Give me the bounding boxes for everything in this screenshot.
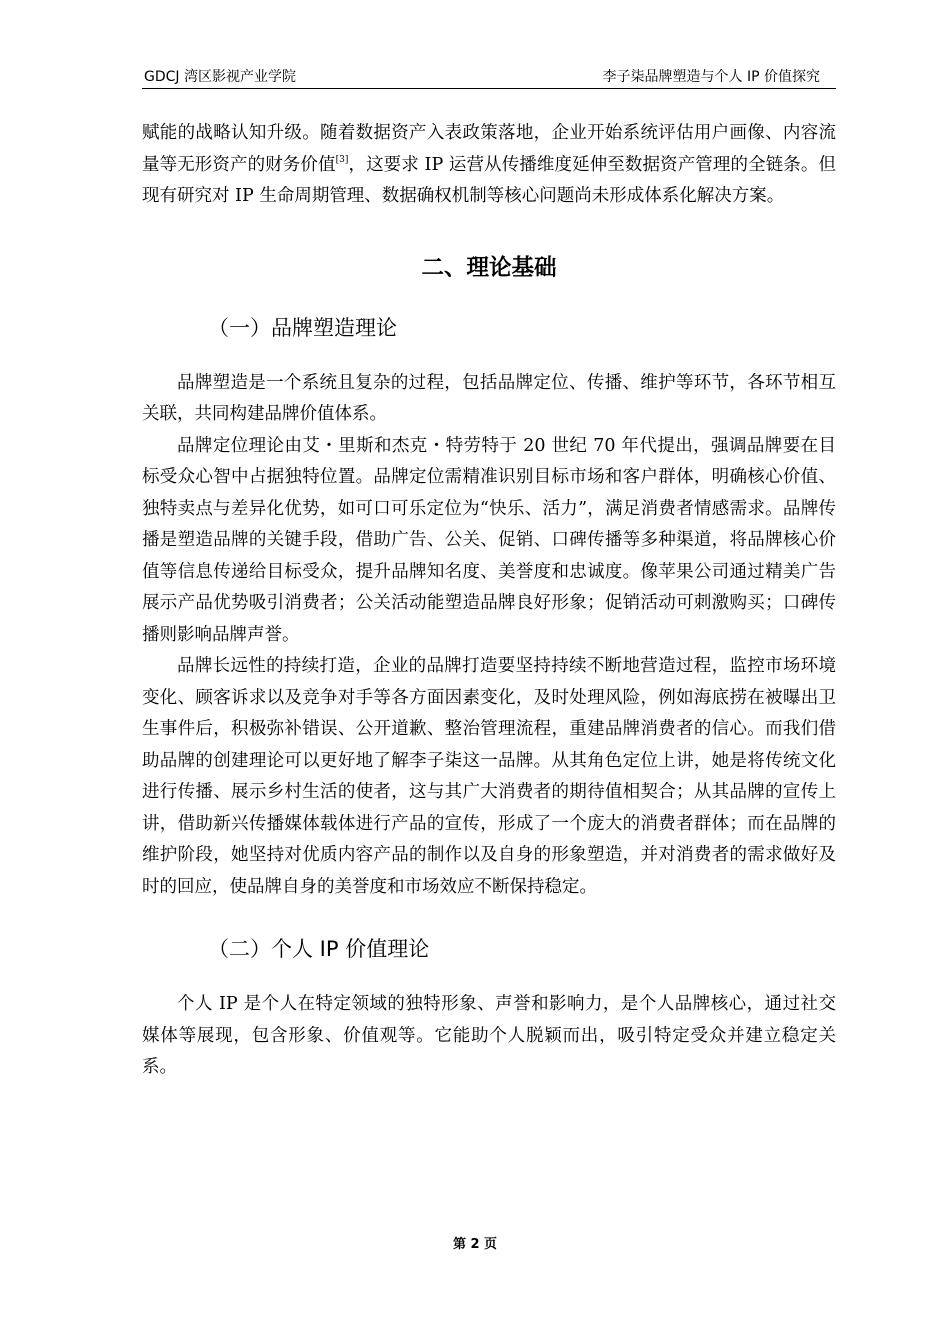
intro-text-1: 赋能的战略认知升级。随着数据资产入表政策落地，企业开始系统评估用户画像、内容流量等无形资产的财务价值 bbox=[142, 123, 836, 175]
citation-marker: [3] bbox=[335, 154, 349, 165]
header-title: 李子柒品牌塑造与个人 IP 价值探究 bbox=[602, 69, 820, 85]
intro-text-2: ，这要求 IP 运营从传播维度延伸至数据资产管理的全链条。但现有研究对 IP 生命周期管理、数据确权机制等核心问题尚未形成体系化解决方案。 bbox=[142, 154, 837, 206]
paragraph: 品牌长远性的持续打造，企业的品牌打造要坚持持续不断地营造过程，监控市场环境变化、顾客诉求以及竞争对手等各方面因素变化，及时处理风险，例如海底捞在被曝出卫生事件后，积极弥补错误、公开道歉、整治管理流程，重建品牌消费者的信心。而我们借助品牌的创建理论可以更好地了解李子柒这一品牌。从其角色定位上讲，她是将传统文化进行传播、展示乡村生活的使者，这与其广大消费者的期待值相契合；从其品牌的宣传上讲，借助新兴传播媒体载体进行产品的宣传，形成了一个庞大的消费者群体；而在品牌的维护阶段，她坚持对优质内容产品的制作以及自身的形象塑造，并对消费者的需求做好及时的回应，使品牌自身的美誉度和市场效应不断保持稳定。 bbox=[142, 656, 836, 897]
header-institution: GDCJ 湾区影视产业学院 bbox=[144, 69, 296, 85]
page-content bbox=[142, 118, 836, 1084]
intro-paragraph bbox=[142, 118, 836, 213]
page-header bbox=[142, 66, 836, 89]
paragraph: 品牌塑造是一个系统且复杂的过程，包括品牌定位、传播、维护等环节，各环节相互关联，共同构建品牌价值体系。 bbox=[142, 372, 836, 424]
subsection-title-2: （二）个人 IP 价值理论 bbox=[208, 937, 430, 961]
page-number: 第 2 页 bbox=[452, 1237, 498, 1252]
paragraph: 品牌定位理论由艾・里斯和杰克・特劳特于 20 世纪 70 年代提出，强调品牌要在目标受众心智中占据独特位置。品牌定位需精准识别目标市场和客户群体，明确核心价值、独特卖点与差异化优势，如可口可乐定位为“快乐、活力”，满足消费者情感需求。品牌传播是塑造品牌的关键手段，借助广告、公关、促销、口碑传播等多种渠道，将品牌核心价值等信息传递给目标受众，提升品牌知名度、美誉度和忠诚度。像苹果公司通过精美广告展示产品优势吸引消费者；公关活动能塑造品牌良好形象；促销活动可刺激购买；口碑传播则影响品牌声誉。 bbox=[142, 435, 836, 645]
paragraph: 个人 IP 是个人在特定领域的独特形象、声誉和影响力，是个人品牌核心，通过社交媒体等展现，包含形象、价值观等。它能助个人脱颖而出，吸引特定受众并建立稳定关系。 bbox=[142, 994, 836, 1077]
section-title: 二、理论基础 bbox=[421, 254, 557, 281]
subsection-title-1: （一）品牌塑造理论 bbox=[208, 315, 397, 340]
